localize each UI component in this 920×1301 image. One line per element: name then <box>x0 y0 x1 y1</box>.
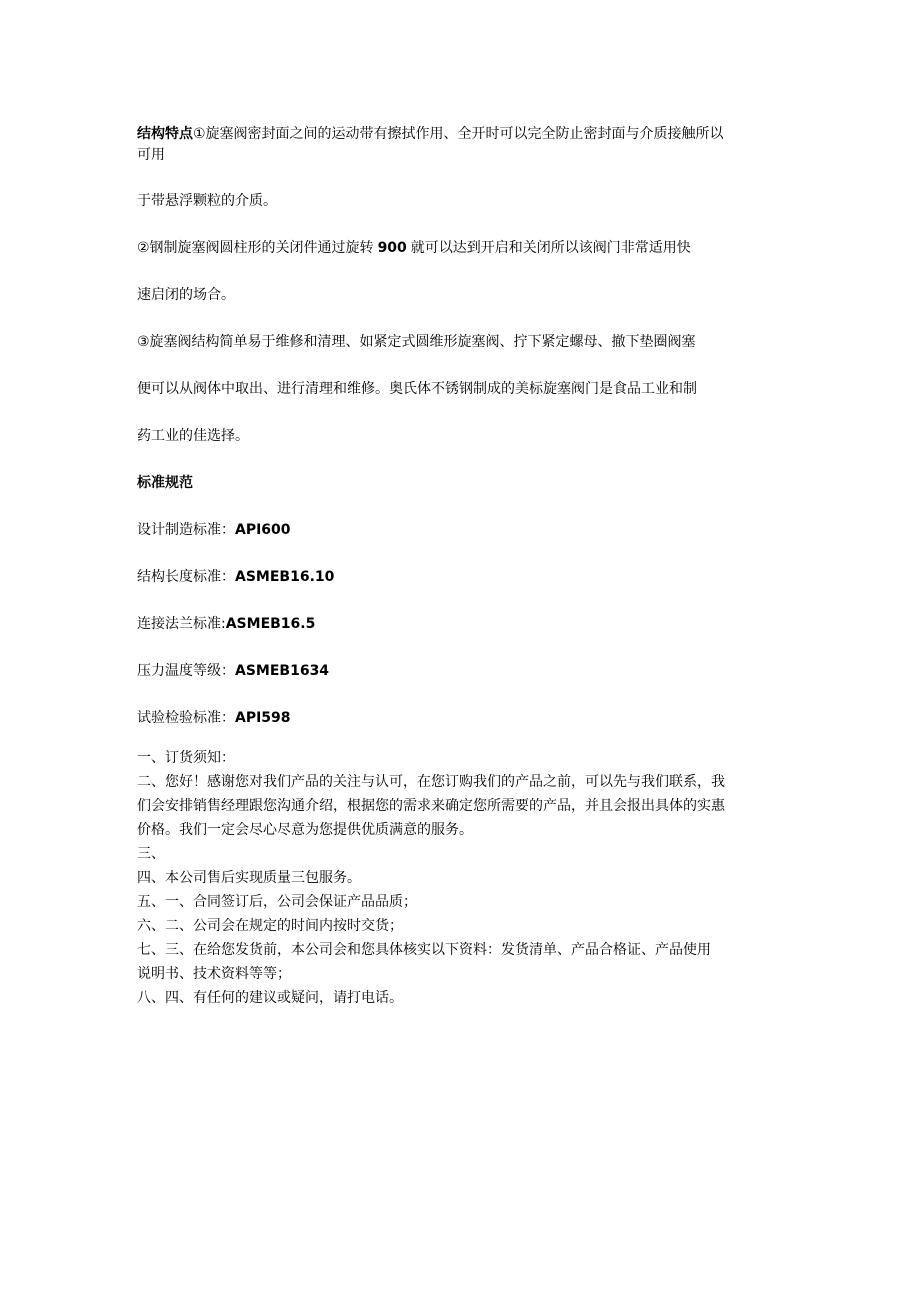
structure-text-1: ①旋塞阀密封面之间的运动带有擦拭作用、全开时可以完全防止密封面与介质接触所以 <box>193 126 724 142</box>
standard-label: 设计制造标准： <box>137 522 235 538</box>
standard-value: API598 <box>235 710 291 726</box>
structure-text-3-post: 就可以达到开启和关闭所以该阀门非常适用快 <box>410 240 691 256</box>
standard-value: ASMEB1634 <box>235 663 330 679</box>
structure-line-7: 药工业的佳选择。 <box>137 428 249 444</box>
standard-label: 压力温度等级： <box>137 663 235 679</box>
standard-value: ASMEB16.10 <box>235 569 335 585</box>
order-line-1: 一、订货须知： <box>137 750 235 766</box>
standard-label: 试验检验标准： <box>137 710 235 726</box>
structure-line-3 <box>137 238 787 258</box>
order-line-11: 八、四、有任何的建议或疑问，请打电话。 <box>137 990 403 1006</box>
structure-line-1 <box>137 124 787 144</box>
order-line-7: 五、一、合同签订后，公司会保证产品品质； <box>137 894 417 910</box>
structure-text-3-pre: ②钢制旋塞阀圆柱形的关闭件通过旋转 <box>137 240 374 256</box>
standard-item <box>137 567 787 587</box>
order-line-5: 三、 <box>137 846 165 862</box>
standard-label: 连接法兰标准: <box>137 616 226 632</box>
standards-heading: 标准规范 <box>137 475 193 491</box>
standard-item <box>137 614 787 634</box>
structure-line-5: ③旋塞阀结构简单易于维修和清理、如紧定式圆维形旋塞阀、拧下紧定螺母、撤下垫圈阀塞 <box>137 334 696 350</box>
order-line-4: 价格。我们一定会尽心尽意为您提供优质满意的服务。 <box>137 822 473 838</box>
order-line-2: 二、您好！感谢您对我们产品的关注与认可，在您订购我们的产品之前，可以先与我们联系，我 <box>137 774 725 790</box>
structure-heading: 结构特点 <box>137 126 193 142</box>
standard-item <box>137 708 787 728</box>
structure-line-2: 于带悬浮颗粒的介质。 <box>137 193 277 209</box>
structure-rotation-number: 900 <box>377 240 407 256</box>
order-line-9: 七、三、在给您发货前，本公司会和您具体核实以下资料：发货清单、产品合格证、产品使用 <box>137 942 711 958</box>
order-line-6: 四、本公司售后实现质量三包服务。 <box>137 870 361 886</box>
standard-value: API600 <box>235 522 291 538</box>
structure-line-1-wrap: 可用 <box>137 147 165 163</box>
standard-item <box>137 520 787 540</box>
structure-line-4: 速启闭的场合。 <box>137 287 235 303</box>
standard-value: ASMEB16.5 <box>225 616 316 632</box>
order-line-3: 们会安排销售经理跟您沟通介绍，根据您的需求来确定您所需要的产品，并且会报出具体的实惠 <box>137 798 725 814</box>
order-line-8: 六、二、公司会在规定的时间内按时交货； <box>137 918 403 934</box>
standard-label: 结构长度标准： <box>137 569 235 585</box>
order-line-10: 说明书、技术资料等等； <box>137 966 291 982</box>
structure-line-6: 便可以从阀体中取出、进行清理和维修。奥氏体不锈钢制成的美标旋塞阀门是食品工业和制 <box>137 381 697 397</box>
standard-item <box>137 661 787 681</box>
